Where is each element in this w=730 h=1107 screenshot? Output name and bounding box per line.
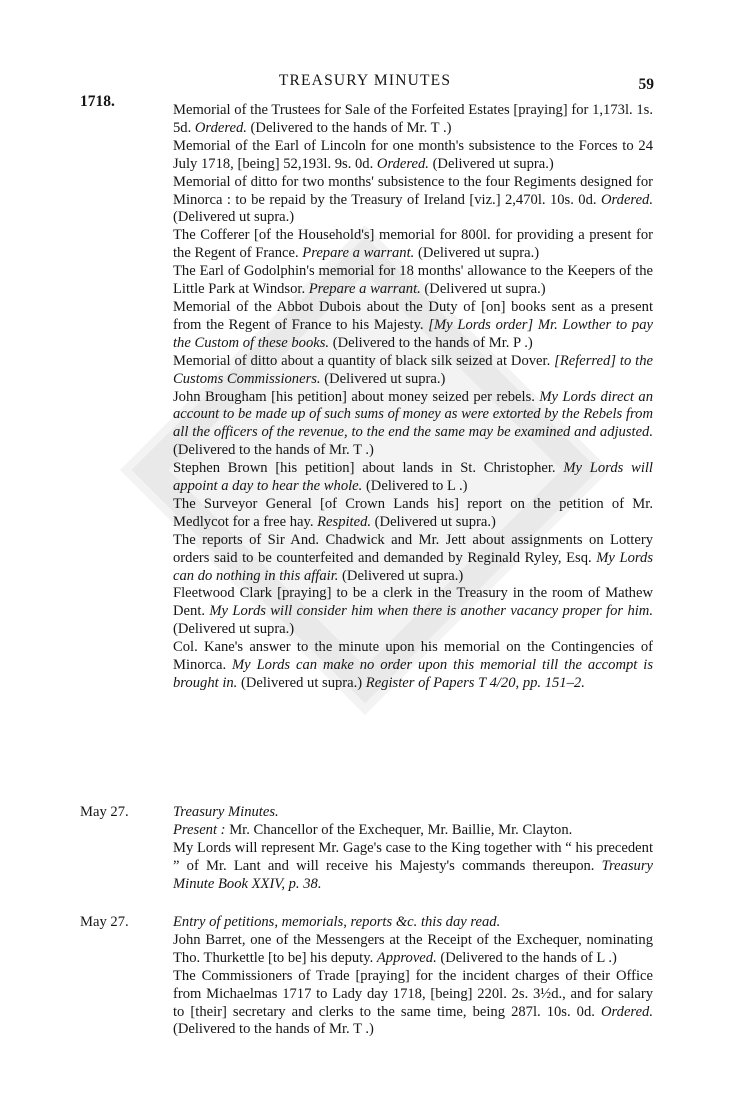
entry-action: My Lords can do nothing in this affair. [173, 549, 654, 584]
entry-section-list [173, 932, 653, 1039]
entry-text: John Barret, one of the Messengers at the Receipt of the Exchequer, nominating Tho. Thurkettle [to be] his deputy. [173, 931, 653, 966]
minutes-date: May 27. [80, 804, 129, 820]
entry-action: My Lords will appoint a day to hear the whole. [173, 460, 653, 495]
entry-paragraph [173, 174, 653, 228]
entry-action: [My Lords order] Mr. Lowther to pay the Custom of these books. [173, 316, 653, 351]
entry-reference: Register of Papers T 4/20, pp. 151–2. [365, 675, 585, 691]
entry-delivery: (Delivered ut supra.) [338, 567, 464, 584]
entry-paragraph [173, 102, 653, 138]
entry-paragraph [173, 932, 653, 968]
entry-action: My Lords direct an account to be made up of such sums of money as were extorted by the Rebels from all the officers of the revenue, to the end the same may be examined and adjusted. [173, 388, 653, 441]
entry-text: The Surveyor General [of Crown Lands his] report on the petition of Mr. Medlycot for a free hay. [173, 495, 653, 530]
entry-action: Prepare a warrant. [308, 281, 421, 298]
entry-delivery: (Delivered ut supra.) [420, 281, 546, 298]
entry-text: Col. Kane's answer to the minute upon his memorial on the Contingencies of Minorca. [173, 639, 653, 674]
entries-list [173, 102, 653, 693]
minutes-body: My Lords will represent Mr. Gage's case to the King together with “ his precedent ” of Mr. Lant and will receive his Majesty's commands thereupon. Treasury Minute Book XXIV, p. 38. [173, 839, 653, 892]
entry-delivery: (Delivered to the hands of L .) [436, 949, 617, 966]
entry-text: John Brougham [his petition] about money seized per rebels. [173, 388, 540, 405]
entry-text: The Commissioners of Trade [praying] for the incident charges of their Office from Michaelmas 1717 to Lady day 1718, [being] 220l. 2s. 3½d., and for salary to [their] secretary and clerks to the same time, being 287l. 10s. 0d. [173, 967, 653, 1020]
entry-paragraph [173, 496, 653, 532]
entry-paragraph [173, 460, 653, 496]
entry-text: Memorial of ditto for two months' subsistence to the four Regiments designed for Minorca : to be repaid by the Treasury of Ireland [viz.] 2,470l. 10s. 0d. [173, 173, 653, 208]
entry-text: Memorial of the Earl of Lincoln for one month's subsistence to the Forces to 24 July 1718, [being] 52,193l. 9s. 0d. [173, 137, 653, 172]
entry-heading: Entry of petitions, memorials, reports &c. this day read. [173, 914, 501, 930]
entry-text: Memorial of the Trustees for Sale of the Forfeited Estates [praying] for 1,173l. 1s. 5d. [173, 102, 653, 136]
entry-delivery: (Delivered ut supra.) [173, 209, 295, 226]
entry-text: Memorial of ditto about a quantity of black silk seized at Dover. [173, 352, 555, 369]
entry-delivery: (Delivered ut supra.) [414, 245, 540, 262]
entry-action: Ordered. [600, 191, 653, 208]
minutes-present: Present : Mr. Chancellor of the Exchequer, Mr. Baillie, Mr. Clayton. [173, 821, 573, 838]
entry-paragraph [173, 639, 653, 693]
entry-action: [Referred] to the Customs Commissioners. [173, 352, 653, 387]
entry-text: Stephen Brown [his petition] about lands in St. Christopher. [173, 460, 564, 477]
entry-paragraph [173, 263, 653, 299]
running-title: TREASURY MINUTES [278, 72, 452, 89]
entry-paragraph [173, 138, 653, 174]
entry-delivery: (Delivered to the hands of Mr. T .) [246, 119, 452, 136]
entry-paragraph [173, 585, 653, 639]
entry-delivery: (Delivered ut supra.) [237, 675, 366, 691]
entry-action: Ordered. [376, 155, 429, 172]
entry-delivery: (Delivered to the hands of Mr. P .) [329, 334, 533, 351]
entry-action: Prepare a warrant. [302, 245, 415, 262]
minutes-section [173, 804, 653, 894]
entry-action: My Lords will consider him when there is another vacancy proper for him. [209, 603, 653, 620]
entry-action: Ordered. [600, 1003, 653, 1020]
entry-paragraph [173, 389, 653, 461]
entry-text: The Cofferer [of the Household's] memorial for 800l. for providing a present for the Regent of France. [173, 227, 653, 262]
entry-delivery: (Delivered to the hands of Mr. T .) [173, 1021, 374, 1038]
entry-paragraph [173, 353, 653, 389]
entry-paragraph [173, 227, 653, 263]
entry-text: The Earl of Godolphin's memorial for 18 months' allowance to the Keepers of the Little Park at Windsor. [173, 263, 653, 298]
entry-delivery: (Delivered ut supra.) [428, 155, 554, 172]
entry-action: Approved. [376, 949, 437, 966]
entry-section [173, 914, 653, 1039]
page-number: 59 [638, 76, 654, 93]
entry-delivery: (Delivered to the hands of Mr. T .) [173, 442, 374, 459]
year-marker: 1718. [80, 93, 115, 110]
entry-text: Fleetwood Clark [praying] to be a clerk in the Treasury in the room of Mathew Dent. [173, 585, 653, 620]
entry-date: May 27. [80, 914, 129, 930]
entry-text: Memorial of the Abbot Dubois about the Duty of [on] books sent as a present from the Regent of France to his Majesty. [173, 298, 653, 333]
entry-action: My Lords can make no order upon this memorial till the accompt is brought in. [173, 657, 653, 691]
entry-action: Ordered. [194, 119, 247, 136]
minutes-heading: Treasury Minutes. [173, 804, 279, 820]
entry-paragraph [173, 968, 653, 1040]
entry-delivery: (Delivered ut supra.) [371, 513, 496, 530]
entry-paragraph [173, 532, 653, 586]
entry-delivery: (Delivered ut supra.) [173, 621, 295, 638]
entry-action: Respited. [317, 513, 372, 530]
entry-text: The reports of Sir And. Chadwick and Mr. Jett about assignments on Lottery orders said to be counterfeited and demanded by Reginald Ryley, Esq. [173, 531, 653, 566]
entry-delivery: (Delivered to L .) [362, 478, 468, 495]
entry-delivery: (Delivered ut supra.) [320, 370, 446, 387]
entry-paragraph [173, 299, 653, 353]
